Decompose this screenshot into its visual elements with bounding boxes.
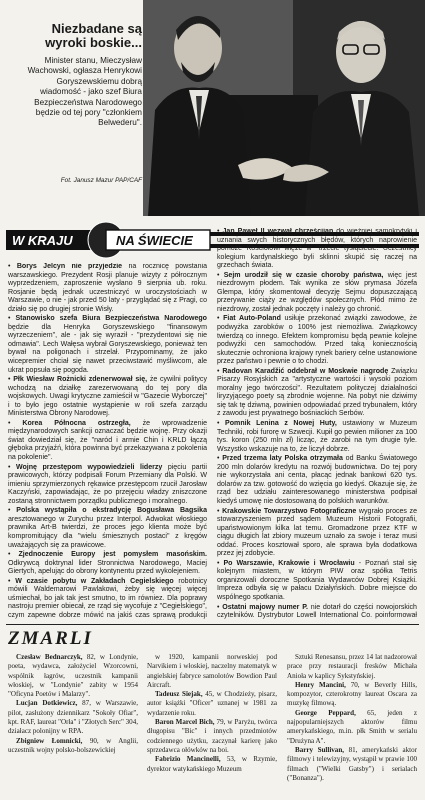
article-text: Sztuki Renesansu, przez 14 lat nadzorował prace przy restauracji fresków Michała Anioła w kaplicy Sykstyńskiej. bbox=[287, 653, 417, 680]
article-item bbox=[147, 690, 277, 718]
article-item: • Przed trzema laty Polska otrzymała od Banku Światowego 200 mln dolarów kredytu na rozwój budownictwa. Do tej pory nie wykorzystała ani centa, płacąc jednak bankowi 620 tys. dolarów za tzw. gotowość do wzięcia go kiedyś. Okazuje się, że rząd bez udziału zainteresowanego ministerstwa podpisał kiedyś umowę nie dostosowaną do polskich warunków. bbox=[217, 455, 417, 505]
article-text: od Banku Światowego 200 mln dolarów kredytu na rozwój budownictwa. Do tej pory nie wykorzystała ani centa, płacąc jednak bankowi 620 tys. dolarów za tzw. gotowość do wzięcia go kiedyś. Okazuje się, że rząd bez udziału zainteresowanego ministerstwa podpisał kiedyś umowę nie dostosowaną do polskich warunków. bbox=[217, 455, 417, 505]
article-lead-phrase: Fiat Auto-Poland bbox=[223, 315, 281, 323]
article-item bbox=[8, 653, 138, 699]
article-text: 82, w Londynie, poeta, wydawca, założyciel Wzorcowni, wspólnik łagrów, uczestnik kampanii włoskiej, w "Londynie" zabity w 1954 "Oficyna Poetów i Malarzy". bbox=[8, 653, 138, 699]
article-text: - Poznań stał się kolejnym miastem, w którym PIW oraz spółka Tetris organizowali doroczne Spotkania Wydawców Dobrej Książki. Impreza odbyła się w pałacu Działyńskich. Dobre miejsce do wspólnego spotkania. bbox=[217, 559, 417, 601]
article-item: • Korea Północna ostrzegła, że wprowadzenie międzynarodowych sankcji oznaczać będzie wojnę. Przy okazji świat dowiedział się, że "naród i armie Chin i KRLD łączą głęboka przyjaźń, która powinna być przekazywana z pokolenia na pokolenie". bbox=[8, 419, 207, 462]
banner-left-label: W KRAJU bbox=[12, 233, 73, 248]
article-text: 79, w Paryżu, twórca długopisu "Bic" i innych przedmiotów codziennego użytku, zaczynał karierę jako sprzedawca ołówków na boi. bbox=[147, 718, 277, 754]
article-text: w 1920, kampanii norweskiej pod Narvikiem i włoskiej, naczelny matematyk w angielskiej fabryce samolotów Bowdion Paul Aircraft. bbox=[147, 653, 277, 689]
article-text: 90, w Anglii, uczestnik wojny polsko-bolszewickiej bbox=[8, 736, 138, 754]
photo-illustration bbox=[143, 0, 425, 216]
article-lead-phrase: Ostatni majowy numer P. bbox=[222, 603, 308, 611]
article-item bbox=[147, 718, 277, 755]
article-lead-phrase: Pomnik Lenina z Nowej Huty, bbox=[225, 420, 337, 428]
article-text: 53, w Rzymie, dyrektor watykańskiego Muzeum bbox=[147, 755, 277, 773]
article-lead-phrase: Fabrizio Mancinelli, bbox=[155, 755, 221, 764]
article-text: 81, amerykański aktor filmowy i telewizyjny, wystąpił w prawie 100 filmach ("Wielki Gatsby") i serialach ("Bonanza"). bbox=[287, 745, 417, 782]
obituaries-column-2 bbox=[147, 653, 277, 800]
article-text: na rocznicę powstania warszawskiego. Prezydent Rosji planuje wizyty z półrocznym wyprzedzeniem, zaproszenie wysłano 9 sierpnia ub. roku. Rosjanie będą jednak uczestniczyć w uroczystościach w Warszawie, o nie - jak przed 50 laty - przyglądać się z Pragi, co działo się po drugiej stronie Wisły. bbox=[8, 263, 207, 313]
article-item bbox=[8, 737, 138, 756]
article-lead-phrase: George Peppard, bbox=[295, 708, 356, 717]
article-lead-phrase: Wojnę przestępom wypowiedzieli liderzy bbox=[15, 463, 163, 471]
article-text: że wprowadzenie międzynarodowych sankcji oznaczać będzie wojnę. Przy okazji świat dowiedział się, że "naród i armie Chin i KRLD łączą głęboka przyjaźń, która powinna być przekazywana z pokolenia na pokolenie". bbox=[8, 419, 207, 462]
article-text: wygrało proces ze stowarzyszeniem przed sądem Muzeum Historii Fotografii, upaństwowionym kilka lat temu. Gromadzone przez KTF w ciągu długich lat zbiory muzeum uznało za swoje i teraz musi oddać. Proces kosztował sporo, ale sprawa była dodatkowa przez jej zdobycie. bbox=[217, 507, 417, 558]
article-lead-phrase: Barry Sullivan, bbox=[295, 745, 345, 754]
news-column-right bbox=[217, 228, 417, 620]
obituaries-column-3 bbox=[287, 653, 417, 800]
article-item: • Ostatni majowy numer P. nie dotarł do części nowojorskich czytelników. Dystrybutor Lowell International Co. poinformował bbox=[217, 604, 417, 620]
article-item bbox=[147, 755, 277, 774]
article-text: aresztowanego w Zurychu przez Interpol. Adwokat włoskiego prawnika Art-B twierdzi, że proces jego klienta może być kompromitujący dla "wielu śmiesznych postaci" z kręgów uważających się za prawicowe. bbox=[8, 515, 207, 549]
article-item: • Fiat Auto-Poland usiłuje przekonać związki zawodowe, że podwyżka zarobków o 100% jest niemożliwa. Związkowcy twierdzą co innego. Efektem kompromisu będą pewnie kolejne podwyżki cen samochodów. Przed taką koniecznością skutecznie ochroniona krajowy rynek bariery celne ustanowione przez państwo i pewnie o to chodzi. bbox=[217, 315, 417, 366]
article-text: ustawiony w Muzeum Techniki, robi furorę w Szwecji. Kupił go pewien milioner za 100 tys. koron (250 mln zł) licząc, że zarobi na tym drugie tyle. Wszystko wskazuje na to, że liczył dobrze. bbox=[217, 420, 417, 453]
article-item: • Zjednoczenie Europy jest pomysłem masońskim. Odkrywcą doktrynal lider Stronnictwa Narodowego, Maciej Giertych, apelując do obrony kontynentu przed wykolejeniem. bbox=[8, 551, 207, 576]
obituaries-column-1 bbox=[8, 653, 138, 800]
article-item: • Krakowskie Towarzystwo Fotograficzne wygrało proces ze stowarzyszeniem przed sądem Muzeum Historii Fotografii, upaństwowionym kilka lat temu. Gromadzone przez KTF w ciągu długich lat zbiory muzeum uznało za swoje i teraz musi oddać. Proces kosztował sporo, ale sprawa była dodatkowa przez jej zdobycie. bbox=[217, 507, 417, 558]
article-item bbox=[147, 653, 277, 690]
article-item: • Po Warszawie, Krakowie i Wrocławiu - Poznań stał się kolejnym miastem, w którym PIW oraz spółka Tetris organizowali doroczne Spotkania Wydawców Dobrej Książki. Impreza odbyła się w pałacu Działyńskich. Dobre miejsce do wspólnego spotkania. bbox=[217, 559, 417, 601]
article-text: 65, jeden z najpopularniejszych aktorów filmu amerykańskiego, m.in. płk Smith w serialu "Drużyna A". bbox=[287, 708, 417, 745]
article-lead-phrase: Borys Jelcyn nie przyjedzie bbox=[16, 263, 123, 270]
article-lead-phrase: Tadeusz Siejak, bbox=[155, 690, 203, 699]
article-lead-phrase: W czasie pobytu w Zakładach Cegielskiego bbox=[15, 577, 174, 585]
article-item: • Jan Paweł II wezwał chrześcijan do więźniej samokrytyki i uznania swych historycznych błędów, których naprowienie pomoże Kościołowi więźć w "trzecie tysiąclecie. Uczestnicy kolegium kardynalskiego byli sklinni skupić się raczej na grzechach świata. bbox=[217, 228, 417, 270]
article-text: 70, w Beverly Hills, kompozytor, czterokrotny laureat Oscara za muzykę filmową. bbox=[287, 680, 417, 708]
article-item bbox=[8, 699, 138, 736]
obituaries-heading: ZMARLI bbox=[8, 628, 93, 649]
article-lead-phrase: Zbigniew Łomnicki, bbox=[16, 736, 83, 745]
headline-line-2: wyroki boskie... bbox=[45, 35, 142, 50]
article-text: pięciu partii prawicowych, którzy podpisali Forum Przemiany dla Polski. W imieniu sprzymierzonych rękawice przestępcom rzucił Jarosław Kaczyński, zapowiadając, że po przejęciu władzy zniszczone zostaną stronnictwem porządku publicznego i moralnego. bbox=[8, 463, 207, 505]
article-lead-phrase: Po Warszawie, Krakowie i Wrocławiu bbox=[223, 559, 355, 567]
article-lead-phrase: Baron Marcel Bich, bbox=[155, 718, 215, 727]
news-column-left bbox=[8, 263, 207, 619]
article-text: 45, w Chodzieży, pisarz, autor książki "Oficer" uznanej w 1981 za wydarzenie roku. bbox=[147, 690, 277, 717]
article-item: • Sejm urodził się w czasie choroby państwa, więc jest niezdrowym płodem. Tak wynika ze słów prymasa Józefa Glempa, który skomentował decyzję Sejmu dopuszczającą przerywanie ciąży ze względów społecznych. Płód mimo że niezdrowy, został jednak poczęty i należy go chronić. bbox=[217, 271, 417, 313]
article-text: usiłuje przekonać związki zawodowe, że podwyżka zarobków o 100% jest niemożliwa. Związkowcy twierdzą co innego. Efektem kompromisu będą pewnie kolejne podwyżki cen samochodów. Przed taką koniecznością skutecznie ochroniona krajowy rynek bariery celne ustanowione przez państwo i pewnie o to chodzi. bbox=[217, 315, 417, 366]
article-item bbox=[287, 709, 417, 746]
article-item: • Polska wystąpiła o ekstradycję Bogusława Bagsika aresztowanego w Zurychu przez Interpol. Adwokat włoskiego prawnika Art-B twierdzi, że proces jego klienta może być kompromitujący dla "wielu śmiesznych postaci" z kręgów uważających się za prawicowe. bbox=[8, 507, 207, 549]
article-text: Odkrywcą doktrynal lider Stronnictwa Narodowego, Maciej Giertych, apelując do obrony kontynentu przed wykolejeniem. bbox=[8, 559, 207, 576]
article-text: będzie dla Henryka Goryszewskiego "finansowym wyrzeczeniem", ale - jak się wyraził - "prezydentowi się nie odmawia". Lech Wałęsa wybrał Goryszewskiego, ponieważ ten bywał na poligonach i strzelał. Przypominamy, że jako wicepremier chciał się nawet przeciwstawić myśliwcom, ale ukrat popsuła się pogoda. bbox=[8, 323, 207, 374]
photo-caption: Minister stanu, Mieczysław Wachowski, ogłasza Henrykowi Goryszewskiemu dobrą wiadomość - jako szef Biura Bezpieczeństwa Narodowego będzie od tej pory "członkiem Belwederu". bbox=[27, 56, 142, 128]
article-lead-phrase: Krakowskie Towarzystwo Fotograficzne bbox=[222, 507, 357, 515]
article-lead-phrase: Czesław Bednarczyk, bbox=[16, 653, 83, 661]
article-text: do więźniej samokrytyki i uznania swych historycznych błędów, których naprowienie pomoże Kościołowi więźć w "trzecie tysiąclecie. Uczestnicy kolegium kardynalskiego byli sklinni skupić się raczej na grzechach świata. bbox=[217, 228, 417, 270]
article-lead-phrase: Sejm urodził się w czasie choroby państwa, bbox=[223, 271, 384, 279]
article-item: • Płk Wiesław Rożnicki zdenerwował się, że cywilni politycy wchodzą na działkę zarezerwowaną do tej pory dla wojskowych. Uwagi krytyczne zamieścił w "Gazecie Wyborczej" i to było jego ostatnie wystąpienie w roli szefa zarządu Ministerstwa Obrony Narodowej. bbox=[8, 376, 207, 418]
article-text: Związku Pisarzy Rosyjskich za "artystyczne wartości i wysoki poziom moralny jego twórczości". Rezultatem polityczej działalności liryzyjącego poety są zbrodnie wojenne. Na pobyt nie dziwimy się tak tę dziwną, powinien odpowiadać przed trybunałem, który z zawodu jest prywatnego bośniackich Serbów. bbox=[217, 367, 417, 418]
article-lead-phrase: Przed trzema laty Polska otrzymała bbox=[222, 455, 343, 463]
article-text: że cywilni politycy wchodzą na działkę zarezerwowaną do tej pory dla wojskowych. Uwagi krytyczne zamieścił w "Gazecie Wyborczej" i to było jego ostatnie wystąpienie w roli szefa zarządu Ministerstwa Obrony Narodowej. bbox=[8, 376, 207, 418]
article-item: • W czasie pobytu w Zakładach Cegielskiego robotnicy mówili Waldemarowi Pawlakowi, żeby się więcej więcej uśmiechał, bo jak tak jest smutno, to im równiez. Dla poprawy nastroju premier obiecał, ze rząd się wycofuje z "Cegielskiego", czym zapewne dobrze mówić na jakiś czas sprawą produkcji bbox=[8, 578, 207, 619]
article-item bbox=[287, 653, 417, 681]
headline bbox=[14, 22, 142, 50]
banner-right-label: NA ŚWIECIE bbox=[116, 233, 193, 248]
article-text: robotnicy mówili Waldemarowi Pawlakowi, żeby się więcej więcej uśmiechał, bo jak tak jest smutno, to im równiez. Dla poprawy nastroju premier obiecał, ze rząd się wycofuje z "Cegielskiego", czym zapewne dobrze mówić na jakiś czas sprawą produkcji bbox=[8, 577, 207, 619]
article-item bbox=[287, 746, 417, 783]
article-item: • Wojnę przestępom wypowiedzieli liderzy pięciu partii prawicowych, którzy podpisali Forum Przemiany dla Polski. W imieniu sprzymierzonych rękawice przestępcom rzucił Jarosław Kaczyński, zapowiadając, że po przejęciu władzy zniszczone zostaną stronnictwem porządku publicznego i moralnego. bbox=[8, 463, 207, 505]
photo-credit: Fot. Janusz Mazur PAP/CAF bbox=[60, 177, 142, 184]
article-lead-phrase: Stanowisko szefa Biura Bezpieczeństwa Narodowego bbox=[15, 315, 207, 323]
headline-line-1: Niezbadane są bbox=[51, 21, 142, 36]
article-item bbox=[287, 681, 417, 709]
article-lead-phrase: Henry Mancini, bbox=[295, 680, 346, 689]
article-item: • Pomnik Lenina z Nowej Huty, ustawiony w Muzeum Techniki, robi furorę w Szwecji. Kupił go pewien milioner za 100 tys. koron (250 mln zł) licząc, że zarobi na tym drugie tyle. Wszystko wskazuje na to, że liczył dobrze. bbox=[217, 420, 417, 453]
article-lead-phrase: Polska wystąpiła o ekstradycję Bogusława Bagsika bbox=[16, 507, 207, 515]
article-item: • Borys Jelcyn nie przyjedzie na rocznicę powstania warszawskiego. Prezydent Rosji planuje wizyty z półrocznym wyprzedzeniem, zaproszenie wysłano 9 sierpnia ub. roku. Rosjanie będą jednak uczestniczyć w uroczystościach w Warszawie, o nie - jak przed 50 laty - przyglądać się z Pragi, co działo się po drugiej stronie Wisły. bbox=[8, 263, 207, 313]
article-lead-phrase: Płk Wiesław Rożnicki zdenerwował się, bbox=[13, 376, 148, 384]
article-lead-phrase: Lucjan Dotkiewicz, bbox=[16, 699, 78, 708]
article-text: nie dotarł do części nowojorskich czytelników. Dystrybutor Lowell International Co. poinformował bbox=[217, 603, 417, 620]
article-lead-phrase: Jan Paweł II wezwał chrześcijan bbox=[222, 228, 334, 235]
article-item: • Radovan Karadžić oddebrał w Moskwie nagrodę Związku Pisarzy Rosyjskich za "artystyczne wartości i wysoki poziom moralny jego twórczości". Rezultatem polityczej działalności liryzyjącego poety są zbrodnie wojenne. Na pobyt nie dziwimy się tak tę dziwną, powinien odpowiadać przed trybunałem, który z zawodu jest prywatnego bośniackich Serbów. bbox=[217, 367, 417, 418]
article-text: więc jest niezdrowym płodem. Tak wynika ze słów prymasa Józefa Glempa, który skomentował decyzję Sejmu dopuszczającą przerywanie ciąży ze względów społecznych. Płód mimo że niezdrowy, został jednak poczęty i należy go chronić. bbox=[217, 271, 417, 313]
article-item: • Stanowisko szefa Biura Bezpieczeństwa Narodowego będzie dla Henryka Goryszewskiego "finansowym wyrzeczeniem", ale - jak się wyraził - "prezydentowi się nie odmawia". Lech Wałęsa wybrał Goryszewskiego, ponieważ ten bywał na poligonach i strzelał. Przypominamy, że jako wicepremier chciał się nawet przeciwstawić myśliwcom, ale ukrat popsuła się pogoda. bbox=[8, 315, 207, 374]
news-photo-handshake bbox=[143, 0, 425, 216]
article-lead-phrase: Korea Północna ostrzegła, bbox=[22, 419, 131, 427]
article-lead-phrase: Zjednoczenie Europy jest pomysłem masońskim. bbox=[18, 551, 207, 559]
article-lead-phrase: Radovan Karadžić oddebrał w Moskwie nagrodę bbox=[222, 367, 389, 375]
article-text: 87, w Warszawie, pilot, zasłużony dziennikarz "Sokoły Ofiar", kpt. RAF, laureat "Orła" i "Złotych Serc" 304, działacz polonijny w RPA. bbox=[8, 699, 138, 736]
